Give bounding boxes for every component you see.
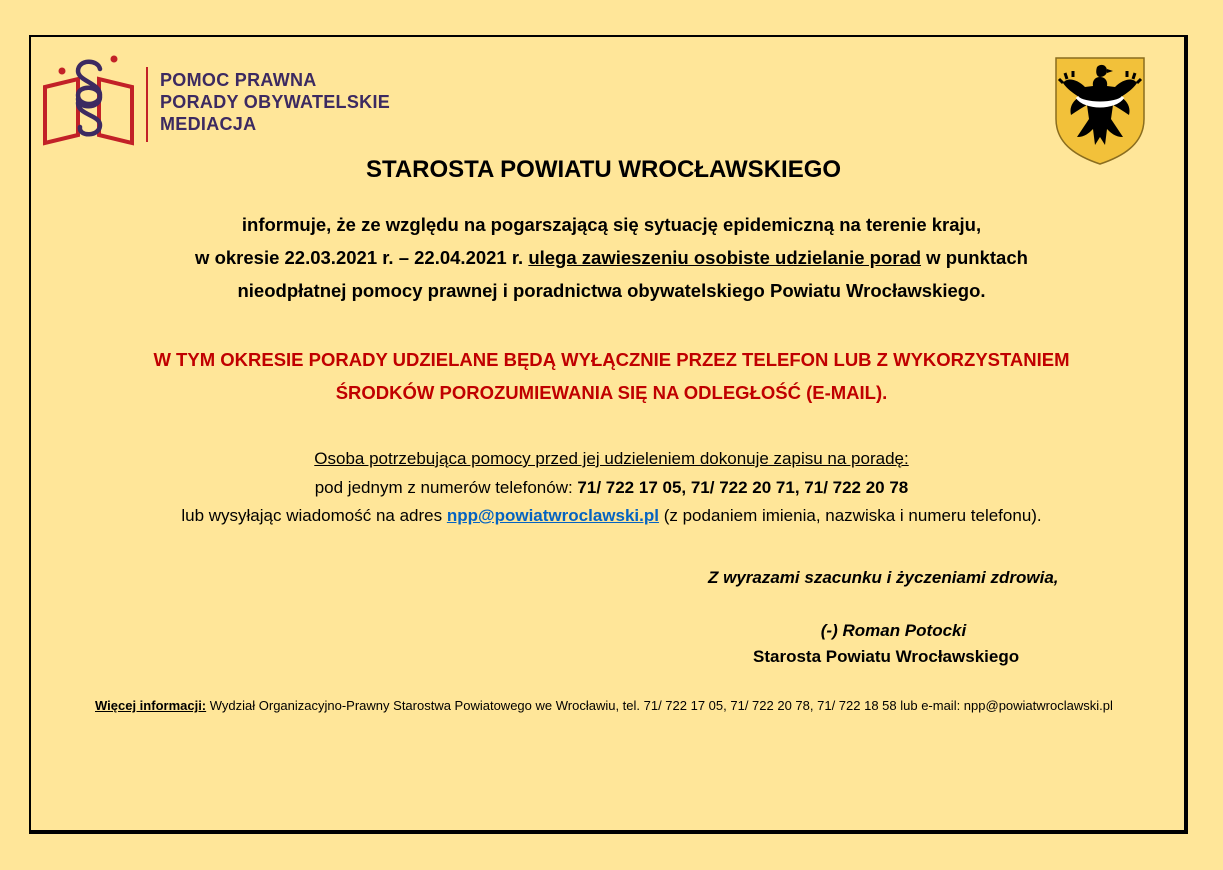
signature-title: Starosta Powiatu Wrocławskiego <box>753 647 1020 666</box>
footer-text: Wydział Organizacyjno-Prawny Starostwa Powiatowego we Wrocławiu, tel. 71/ 722 17 05, 71/ 722 20 78, 71/ 722 18 58 lub e-mail: npp@powiatwroclawski.pl <box>206 698 1113 713</box>
paragraph-book-icon <box>42 55 142 150</box>
footer-info <box>95 694 1123 717</box>
contact-heading: Osoba potrzebująca pomocy przed jej udzieleniem dokonuje zapisu na poradę: <box>314 449 909 468</box>
footer-label: Więcej informacji: <box>95 698 207 713</box>
logo-divider <box>146 67 148 142</box>
signature-name: (-) Roman Potocki <box>820 621 967 640</box>
intro-line-2-end: w punktach <box>921 247 1028 268</box>
page-title: STAROSTA POWIATU WROCŁAWSKIEGO <box>365 156 842 183</box>
closing-greeting: Z wyrazami szacunku i życzeniami zdrowia, <box>708 568 1059 587</box>
logo-line-1: POMOC PRAWNA <box>160 70 317 90</box>
phone-numbers: 71/ 722 17 05, 71/ 722 20 71, 71/ 722 20 78 <box>577 477 909 497</box>
logo-text <box>160 69 390 135</box>
logo-line-3: MEDIACJA <box>160 114 257 134</box>
intro-line-2 <box>0 241 1223 274</box>
email-line <box>0 502 1223 531</box>
suspension-notice: ulega zawieszeniu osobiste udzielanie porad <box>528 247 922 268</box>
remote-advice-notice <box>0 343 1223 409</box>
notice-line-1: W TYM OKRESIE PORADY UDZIELANE BĘDĄ WYŁĄCZNIE PRZEZ TELEFON LUB Z WYKORZYSTANIEM <box>153 349 1070 370</box>
email-link[interactable]: npp@powiatwroclawski.pl <box>446 506 659 525</box>
intro-line-1: informuje, że ze względu na pogarszającą się sytuację epidemiczną na terenie kraju, <box>241 214 982 235</box>
phones-line <box>0 474 1223 503</box>
intro-paragraph <box>0 208 1223 307</box>
notice-line-2: ŚRODKÓW POROZUMIEWANIA SIĘ NA ODLEGŁOŚĆ (E-MAIL). <box>335 382 888 403</box>
intro-line-2-start: w okresie 22.03.2021 r. – 22.04.2021 r. <box>195 247 529 268</box>
intro-line-3: nieodpłatnej pomocy prawnej i poradnictwa obywatelskiego Powiatu Wrocławskiego. <box>237 280 986 301</box>
email-label: lub wysyłając wiadomość na adres <box>181 506 447 525</box>
phones-label: pod jednym z numerów telefonów: <box>314 477 578 497</box>
logo-line-2: PORADY OBYWATELSKIE <box>160 92 391 112</box>
coat-of-arms-icon <box>1055 57 1145 165</box>
logo <box>42 55 422 150</box>
contact-info <box>0 445 1223 531</box>
email-note: (z podaniem imienia, nazwiska i numeru telefonu). <box>658 506 1042 525</box>
